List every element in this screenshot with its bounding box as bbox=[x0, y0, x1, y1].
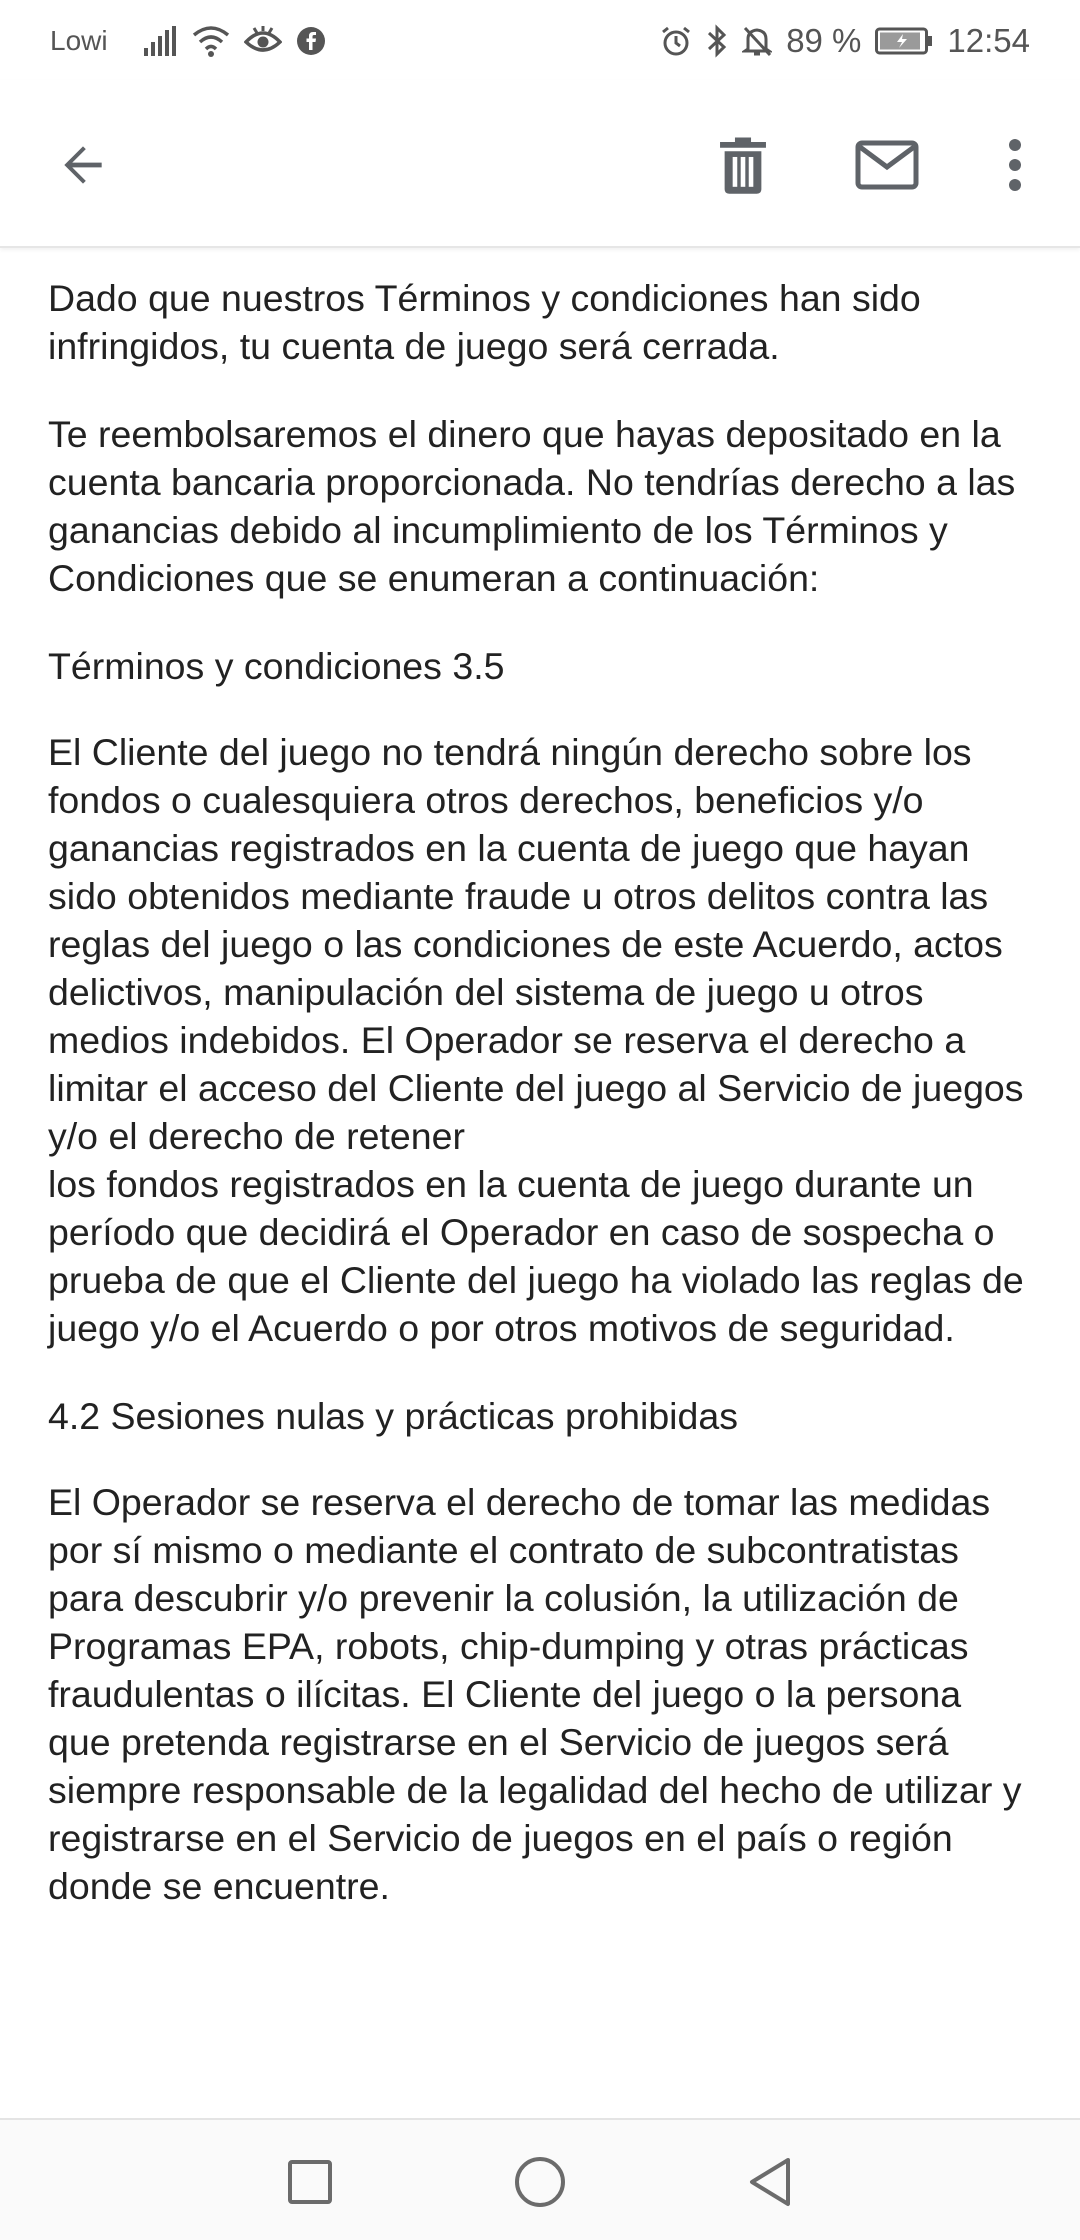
carrier-name: Lowi bbox=[50, 25, 108, 56]
home-icon bbox=[513, 2155, 567, 2209]
eye-icon bbox=[244, 26, 282, 56]
mark-unread-button[interactable] bbox=[852, 130, 922, 200]
arrow-back-icon bbox=[55, 137, 111, 193]
trash-icon bbox=[715, 134, 771, 196]
mail-icon bbox=[855, 140, 919, 190]
facebook-icon bbox=[296, 26, 326, 56]
battery-icon bbox=[875, 26, 933, 56]
delete-button[interactable] bbox=[708, 130, 778, 200]
status-bar bbox=[0, 0, 1080, 80]
nav-back-icon bbox=[746, 2156, 794, 2208]
more-options-button[interactable] bbox=[980, 130, 1050, 200]
recent-apps-icon bbox=[286, 2158, 334, 2206]
email-body bbox=[0, 250, 1080, 2118]
muted-bell-icon bbox=[742, 25, 772, 57]
bluetooth-icon bbox=[706, 24, 728, 58]
email-section-heading-4-2: 4.2 Sesiones nulas y prácticas prohibidas bbox=[48, 1395, 738, 1437]
email-section-heading-3-5: Términos y condiciones 3.5 bbox=[48, 645, 505, 687]
battery-percent: 89 % bbox=[786, 22, 862, 59]
toolbar bbox=[0, 80, 1080, 248]
email-paragraph-1: Dado que nuestros Términos y condiciones han sido infringidos, tu cuenta de juego será cerrada. bbox=[48, 277, 921, 367]
status-bar-right bbox=[660, 20, 1030, 62]
wifi-icon bbox=[192, 25, 230, 57]
nav-back-button[interactable] bbox=[730, 2142, 810, 2222]
signal-icon bbox=[144, 26, 178, 56]
home-button[interactable] bbox=[500, 2142, 580, 2222]
clock: 12:54 bbox=[947, 22, 1030, 59]
email-paragraph-4: El Operador se reserva el derecho de tomar las medidas por sí mismo o mediante el contrato de subcontratistas para descubrir y/o prevenir la colusión, la utilización de Programas EPA, robots, chip-dumping y otras prácticas fraudulentas o ilícitas. El Cliente del juego o la persona que pretenda registrarse en el Servicio de juegos será siempre responsable de la legalidad del hecho de utilizar y registrarse en el Servicio de juegos en el país o región donde se encuentre. bbox=[48, 1481, 1022, 1907]
email-paragraph-2: Te reembolsaremos el dinero que hayas depositado en la cuenta bancaria proporcionada. No tendrías derecho a las ganancias debido al incumplimiento de los Términos y Condiciones que se enumeran a continuación: bbox=[48, 413, 1016, 599]
status-bar-left bbox=[50, 20, 326, 62]
more-vert-icon bbox=[1005, 137, 1025, 193]
alarm-icon bbox=[660, 25, 692, 57]
navigation-bar bbox=[0, 2118, 1080, 2240]
back-button[interactable] bbox=[48, 130, 118, 200]
recent-apps-button[interactable] bbox=[270, 2142, 350, 2222]
email-paragraph-3: El Cliente del juego no tendrá ningún derecho sobre los fondos o cualesquiera otros derechos, beneficios y/o ganancias registrados en la cuenta de juego que hayan sido obtenidos mediante fraude u otros delitos contra las reglas del juego o las condiciones de este Acuerdo, actos delictivos, manipulación del sistema de juego u otros medios indebidos. El Operador se reserva el derecho a limitar el acceso del Cliente del juego al Servicio de juegos y/o el derecho de retener los fondos registrados en la cuenta de juego durante un período que decidirá el Operador en caso de sospecha o prueba de que el Cliente del juego ha violado las reglas de juego y/o el Acuerdo o por otros motivos de seguridad. bbox=[48, 731, 1024, 1349]
